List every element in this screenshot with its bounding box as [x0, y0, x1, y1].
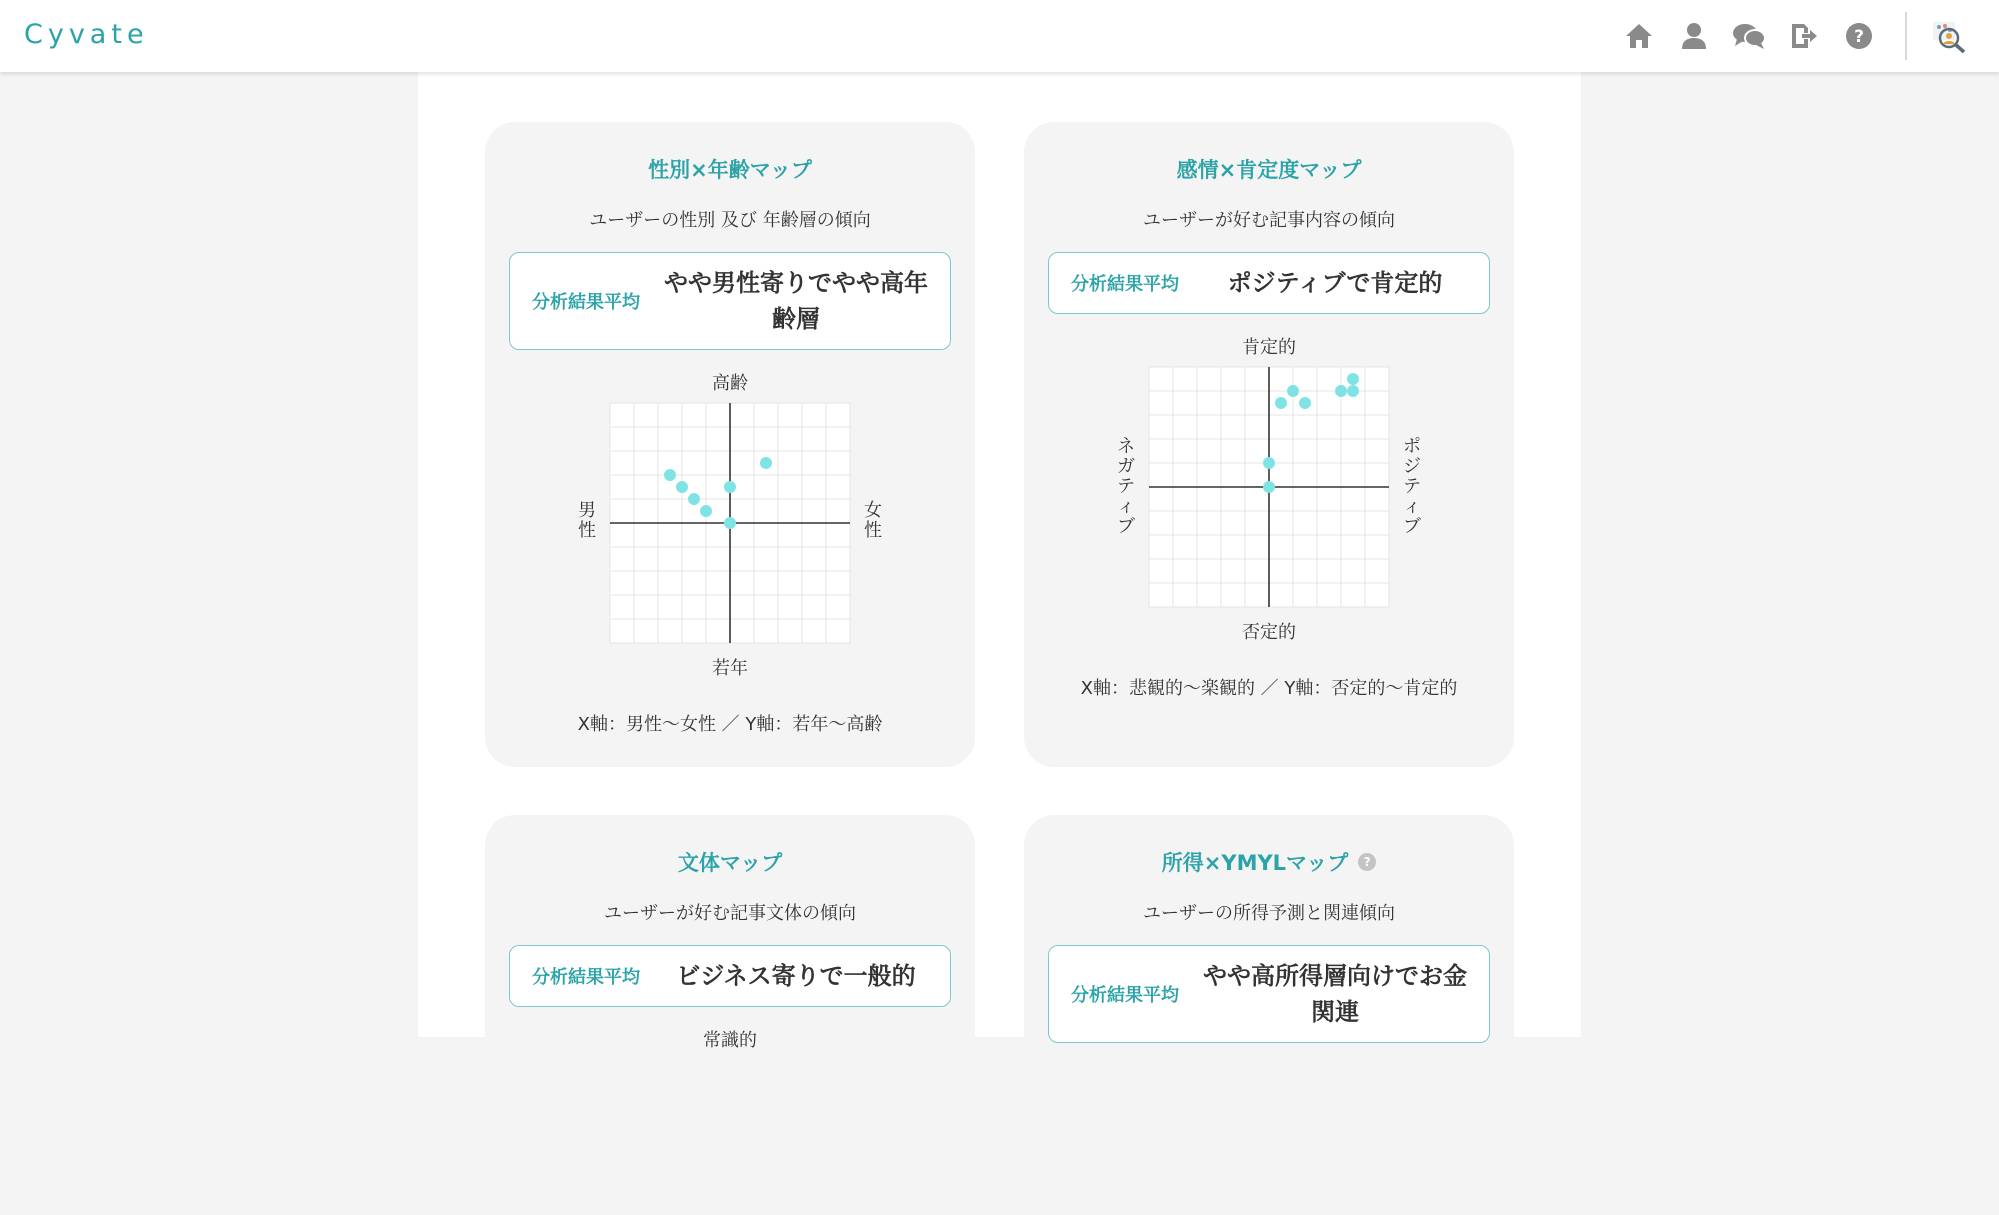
nav-divider	[1905, 12, 1907, 60]
app-logo[interactable]: Cyvate	[24, 19, 149, 50]
axis-right-label: ポジティブ	[1403, 436, 1421, 537]
result-box	[1048, 252, 1490, 314]
data-point	[1347, 385, 1359, 397]
chat-icon[interactable]	[1731, 18, 1767, 54]
result-value: ポジティブで肯定的	[1227, 269, 1443, 297]
svg-text:?: ?	[1854, 27, 1864, 47]
data-point	[676, 481, 688, 493]
card-subtitle: ユーザーの性別 及び 年齢層の傾向	[589, 210, 871, 231]
axis-top-label: 常識的	[703, 1030, 757, 1051]
axis-bottom-label: 若年	[712, 658, 748, 679]
card-subtitle: ユーザーの所得予測と関連傾向	[1143, 903, 1395, 924]
result-label: 分析結果平均	[532, 292, 640, 313]
data-point	[1347, 373, 1359, 385]
data-point	[1299, 397, 1311, 409]
data-point	[1263, 481, 1275, 493]
axis-caption: X軸：男性〜女性 ／ Y軸：若年〜高齢	[577, 714, 883, 735]
axis-left-label: 男性	[578, 500, 596, 541]
logout-icon[interactable]	[1786, 18, 1822, 54]
axis-caption: X軸：悲観的〜楽観的 ／ Y軸：否定的〜肯定的	[1080, 678, 1458, 699]
data-point	[1263, 457, 1275, 469]
data-point	[1335, 385, 1347, 397]
home-icon[interactable]	[1621, 18, 1657, 54]
axis-bottom-label: 否定的	[1242, 622, 1296, 643]
data-point	[724, 481, 736, 493]
axis-right-label: 女性	[864, 500, 882, 541]
result-box	[509, 252, 951, 350]
data-point	[760, 457, 772, 469]
result-label: 分析結果平均	[532, 967, 640, 988]
card-emotion-affirmation-map	[1024, 122, 1514, 767]
data-point	[1275, 397, 1287, 409]
result-value: やや男性寄りでやや高年齢層	[664, 269, 928, 333]
card-title: 文体マップ	[677, 851, 783, 875]
nav-icons	[1602, 0, 1999, 72]
card-title: 所得×YMYLマップ ?	[1024, 847, 1514, 877]
card-subtitle: ユーザーが好む記事内容の傾向	[1143, 210, 1395, 231]
card-gender-age-map	[485, 122, 975, 767]
data-point	[724, 517, 736, 529]
result-box	[1048, 945, 1490, 1043]
result-value: ビジネス寄りで一般的	[676, 962, 916, 990]
axis-left-label: ネガティブ	[1117, 436, 1135, 537]
user-icon[interactable]	[1676, 18, 1712, 54]
result-value: やや高所得層向けでお金関連	[1203, 962, 1467, 1026]
help-badge-icon[interactable]: ?	[1358, 853, 1376, 871]
card-writing-style-map	[485, 815, 975, 1215]
data-point	[700, 505, 712, 517]
axis-top-label: 肯定的	[1242, 337, 1296, 358]
result-box	[509, 945, 951, 1007]
data-point	[688, 493, 700, 505]
card-subtitle: ユーザーが好む記事文体の傾向	[604, 903, 856, 924]
scatter-plot	[1147, 365, 1391, 609]
top-header	[0, 0, 1999, 72]
help-icon[interactable]	[1841, 18, 1877, 54]
result-label: 分析結果平均	[1071, 274, 1179, 295]
avatar-search-icon[interactable]	[1929, 16, 1969, 56]
result-label: 分析結果平均	[1071, 985, 1179, 1006]
main-content	[418, 72, 1581, 1051]
axis-top-label: 高齢	[712, 373, 748, 394]
card-income-ymyl-map	[1024, 815, 1514, 1215]
scatter-plot	[608, 401, 852, 645]
data-point	[664, 469, 676, 481]
card-title: 性別×年齢マップ	[648, 158, 812, 182]
card-title: 感情×肯定度マップ	[1176, 158, 1362, 182]
data-point	[1287, 385, 1299, 397]
